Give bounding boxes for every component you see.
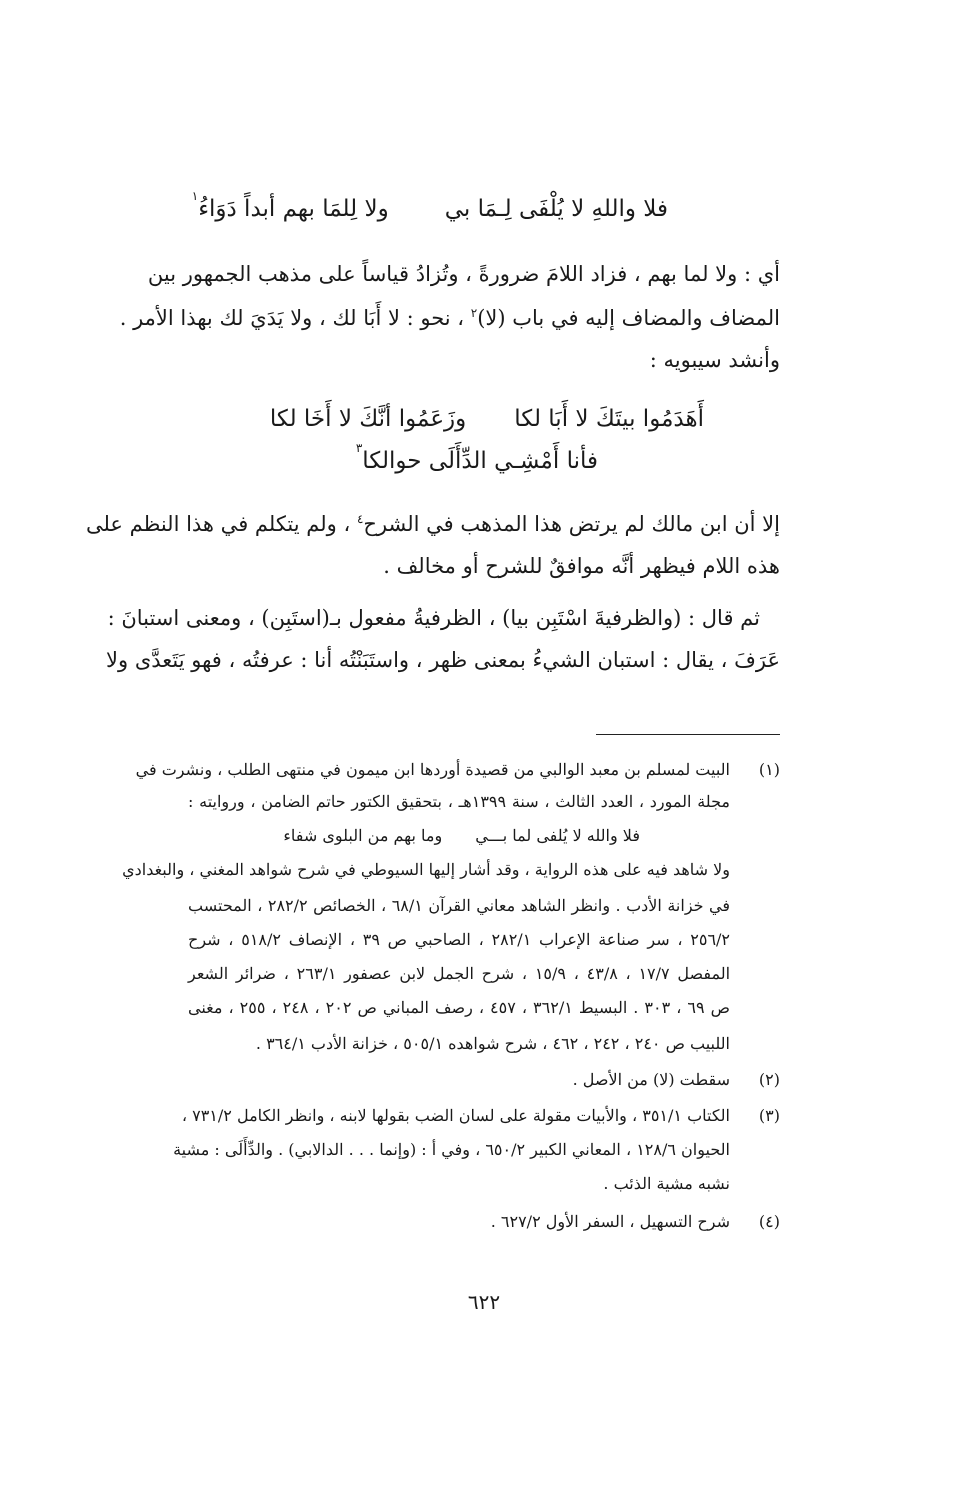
paragraph-2-line-1 bbox=[85, 512, 780, 536]
footnote-1-line-6: المفصل ١٧/٧ ، ٤٣/٨ ، ١٥/٩ ، شرح الجمل لابن عصفور ٢٦٣/١ ، ضرائر الشعر bbox=[188, 964, 731, 983]
footnote-ref-1: ١ bbox=[191, 189, 199, 203]
verse-1-second-hemistich: ولا لِلمَا بهم أبداً دَوَاءُ bbox=[198, 196, 389, 222]
verse-2-first-hemistich: أَهَدَمُوا بيتَكَ لا أَبَا لكا bbox=[514, 406, 704, 432]
footnote-1-number: (١) bbox=[758, 760, 780, 779]
paragraph-1-line-2-text: المضاف والمضاف إليه في باب (لا) bbox=[477, 306, 780, 330]
paragraph-1-line-3: وأنشد سيبويه : bbox=[649, 348, 780, 372]
paragraph-1-line-2-tail: ، نحو : لا أَبَا لك ، ولا يَدَيَ لك بهذا الأمر . bbox=[119, 306, 471, 330]
footnote-1-line-5: ٢٥٦/٢ ، سر صناعة الإعراب ٢٨٢/١ ، الصاحبي ص ٣٩ ، الإنصاف ٥١٨/٢ ، شرح bbox=[188, 930, 731, 949]
footnote-1-line-3: ولا شاهد فيه على هذه الرواية ، وقد أشار إليها السيوطي في شرح شواهد المغني ، والبغدادي bbox=[122, 860, 730, 879]
paragraph-3-line-1: ثم قال : (والظرفيةَ اسْتَبِن بيا) ، الظرفيةُ مفعول بـ(استَبِن) ، ومعنى استبانَ : bbox=[107, 606, 760, 630]
footnote-3-number: (٣) bbox=[758, 1106, 780, 1125]
paragraph-2-line-1-text: إلا أن ابن مالك لم يرتض هذا المذهب في الشرح bbox=[363, 512, 780, 536]
verse-2 bbox=[270, 406, 704, 432]
footnote-ref-2: ٢ bbox=[470, 306, 478, 320]
verse-2-second-hemistich: وزَعَمُوا أنَّكَ لا أَخَا لكا bbox=[269, 406, 467, 432]
verse-3 bbox=[355, 441, 598, 474]
paragraph-2-line-2: هذه اللام فيظهر أنَّه موافقٌ للشرح أو مخالف . bbox=[383, 554, 780, 578]
footnote-3-line-3: نشبه مشية الذئب . bbox=[603, 1174, 730, 1193]
footnote-ref-3: ٣ bbox=[355, 441, 363, 455]
footnote-1-line-2: مجلة المورد ، العدد الثالث ، سنة ١٣٩٩هـ ، بتحقيق الكتور حاتم الضامن ، وروايته : bbox=[188, 792, 731, 811]
footnote-1-verse-second: وما بهم من البلوى شفاء bbox=[283, 826, 443, 845]
footnote-1-line-1: البيت لمسلم بن معبد الوالبي من قصيدة أوردها ابن ميمون في منتهى الطلب ، ونشرت في bbox=[135, 760, 730, 779]
verse-1 bbox=[191, 189, 668, 222]
footnote-1-line-7: ص ٦٩ ، ٣٠٣ . البسيط ٣٦٢/١ ، ٤٥٧ ، رصف المباني ص ٢٠٢ ، ٢٤٨ ، ٢٥٥ ، مغنى bbox=[188, 998, 730, 1017]
paragraph-2-line-1-tail: ، ولم يتكلم في هذا النظم على bbox=[85, 512, 357, 536]
footnote-4-text: شرح التسهيل ، السفر الأول ٦٢٧/٢ . bbox=[490, 1212, 730, 1231]
footnote-ref-4: ٤ bbox=[356, 512, 364, 526]
footnote-1-verse-first: فلا والله لا يُلفى لما بـــي bbox=[475, 826, 640, 845]
footnote-3-line-1: الكتاب ٣٥١/١ ، والأبيات مقولة على لسان الضب بقولها لابنه ، وانظر الكامل ٧٣١/٢ ، bbox=[181, 1106, 730, 1125]
paragraph-1-line-2 bbox=[119, 306, 780, 330]
verse-3-text: فأنا أَمْشِـي الدِّأَلَى حوالكا bbox=[362, 448, 598, 474]
footnote-2-text: سقطت (لا) من الأصل . bbox=[572, 1070, 730, 1089]
verse-1-first-hemistich: فلا واللهِ لا يُلْفَى لِـمَا بي bbox=[444, 196, 668, 222]
footnote-1-line-4: في خزانة الأدب . وانظر الشاهد معاني القرآن ٦٨/١ ، الخصائص ٢٨٢/٢ ، المحتسب bbox=[188, 896, 731, 915]
paragraph-3-line-2: عَرَفَ ، يقال : استبان الشيءُ بمعنى ظهر ، واستَبَنْتُه أنا : عرفتُه ، فهو يَتَعدَّى ولا bbox=[106, 648, 780, 672]
footnote-3-line-2: الحيوان ١٢٨/٦ ، المعاني الكبير ٦٥٠/٢ ، وفي أ : (وإنما . . . الدالابي) . والدِّأَلَى : مشية bbox=[173, 1140, 730, 1159]
footnote-4-number: (٤) bbox=[758, 1212, 780, 1231]
footnote-2-number: (٢) bbox=[758, 1070, 780, 1089]
paragraph-1-line-1: أي : ولا لما بهم ، فزاد اللامَ ضرورةً ، وتُزادُ قياساً على مذهب الجمهور بين bbox=[147, 262, 780, 286]
page-number: ٦٢٢ bbox=[467, 1290, 501, 1314]
footnote-separator bbox=[596, 734, 780, 735]
footnote-1-verse bbox=[283, 826, 640, 845]
footnote-1-line-8: اللبيب ص ٢٤٠ ، ٢٤٢ ، ٤٦٢ ، شرح شواهده ٥٠٥/١ ، خزانة الأدب ٣٦٤/١ . bbox=[255, 1034, 730, 1053]
